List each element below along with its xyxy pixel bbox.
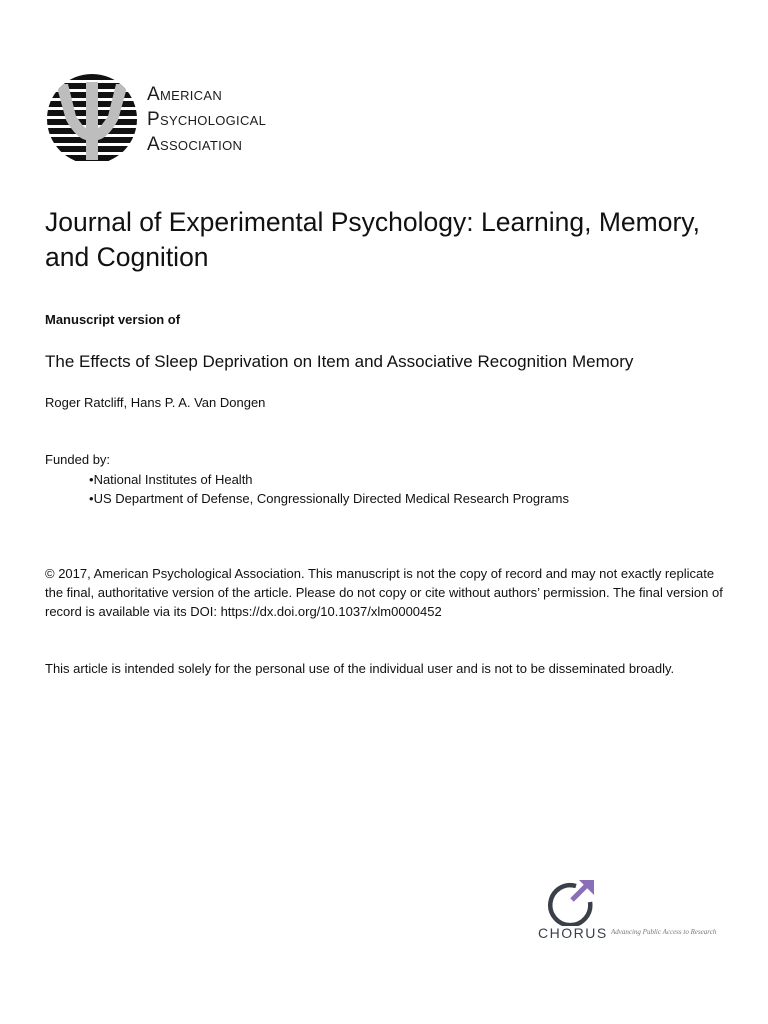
apa-logo <box>46 72 298 168</box>
apa-wordmark-line: Psychological <box>147 109 267 130</box>
funding-label: Funded by: <box>45 452 111 467</box>
chorus-wordmark: CHORUS <box>538 925 608 941</box>
usage-notice: This article is intended solely for the personal use of the individual user and is not to be disseminated broadly. <box>45 661 675 676</box>
funder-list <box>89 470 569 508</box>
authors: Roger Ratcliff, Hans P. A. Van Dongen <box>45 395 266 410</box>
chorus-tagline: Advancing Public Access to Research <box>611 928 717 936</box>
apa-wordmark <box>147 82 266 157</box>
apa-psi-icon <box>46 72 138 166</box>
manuscript-label: Manuscript version of <box>45 312 181 327</box>
funder-item: • US Department of Defense, Congressionally Directed Medical Research Programs <box>89 489 569 508</box>
copyright-notice: © 2017, American Psychological Association. This manuscript is not the copy of record and may not exactly replicate the final, authoritative version of the article. Please do not copy or cite without authors’ permission. The final version of record is available via its DOI: https://dx.doi.org/10.1037/xlm0000452 <box>45 566 723 619</box>
apa-wordmark-line: American <box>147 84 223 105</box>
chorus-arrow-icon <box>546 878 596 926</box>
apa-wordmark-line: Association <box>147 134 243 155</box>
article-title: The Effects of Sleep Deprivation on Item and Associative Recognition Memory <box>45 352 634 371</box>
funder-item: • National Institutes of Health <box>89 470 569 489</box>
journal-title: Journal of Experimental Psychology: Learning, Memory, and Cognition <box>45 207 700 272</box>
chorus-logo <box>536 878 726 944</box>
